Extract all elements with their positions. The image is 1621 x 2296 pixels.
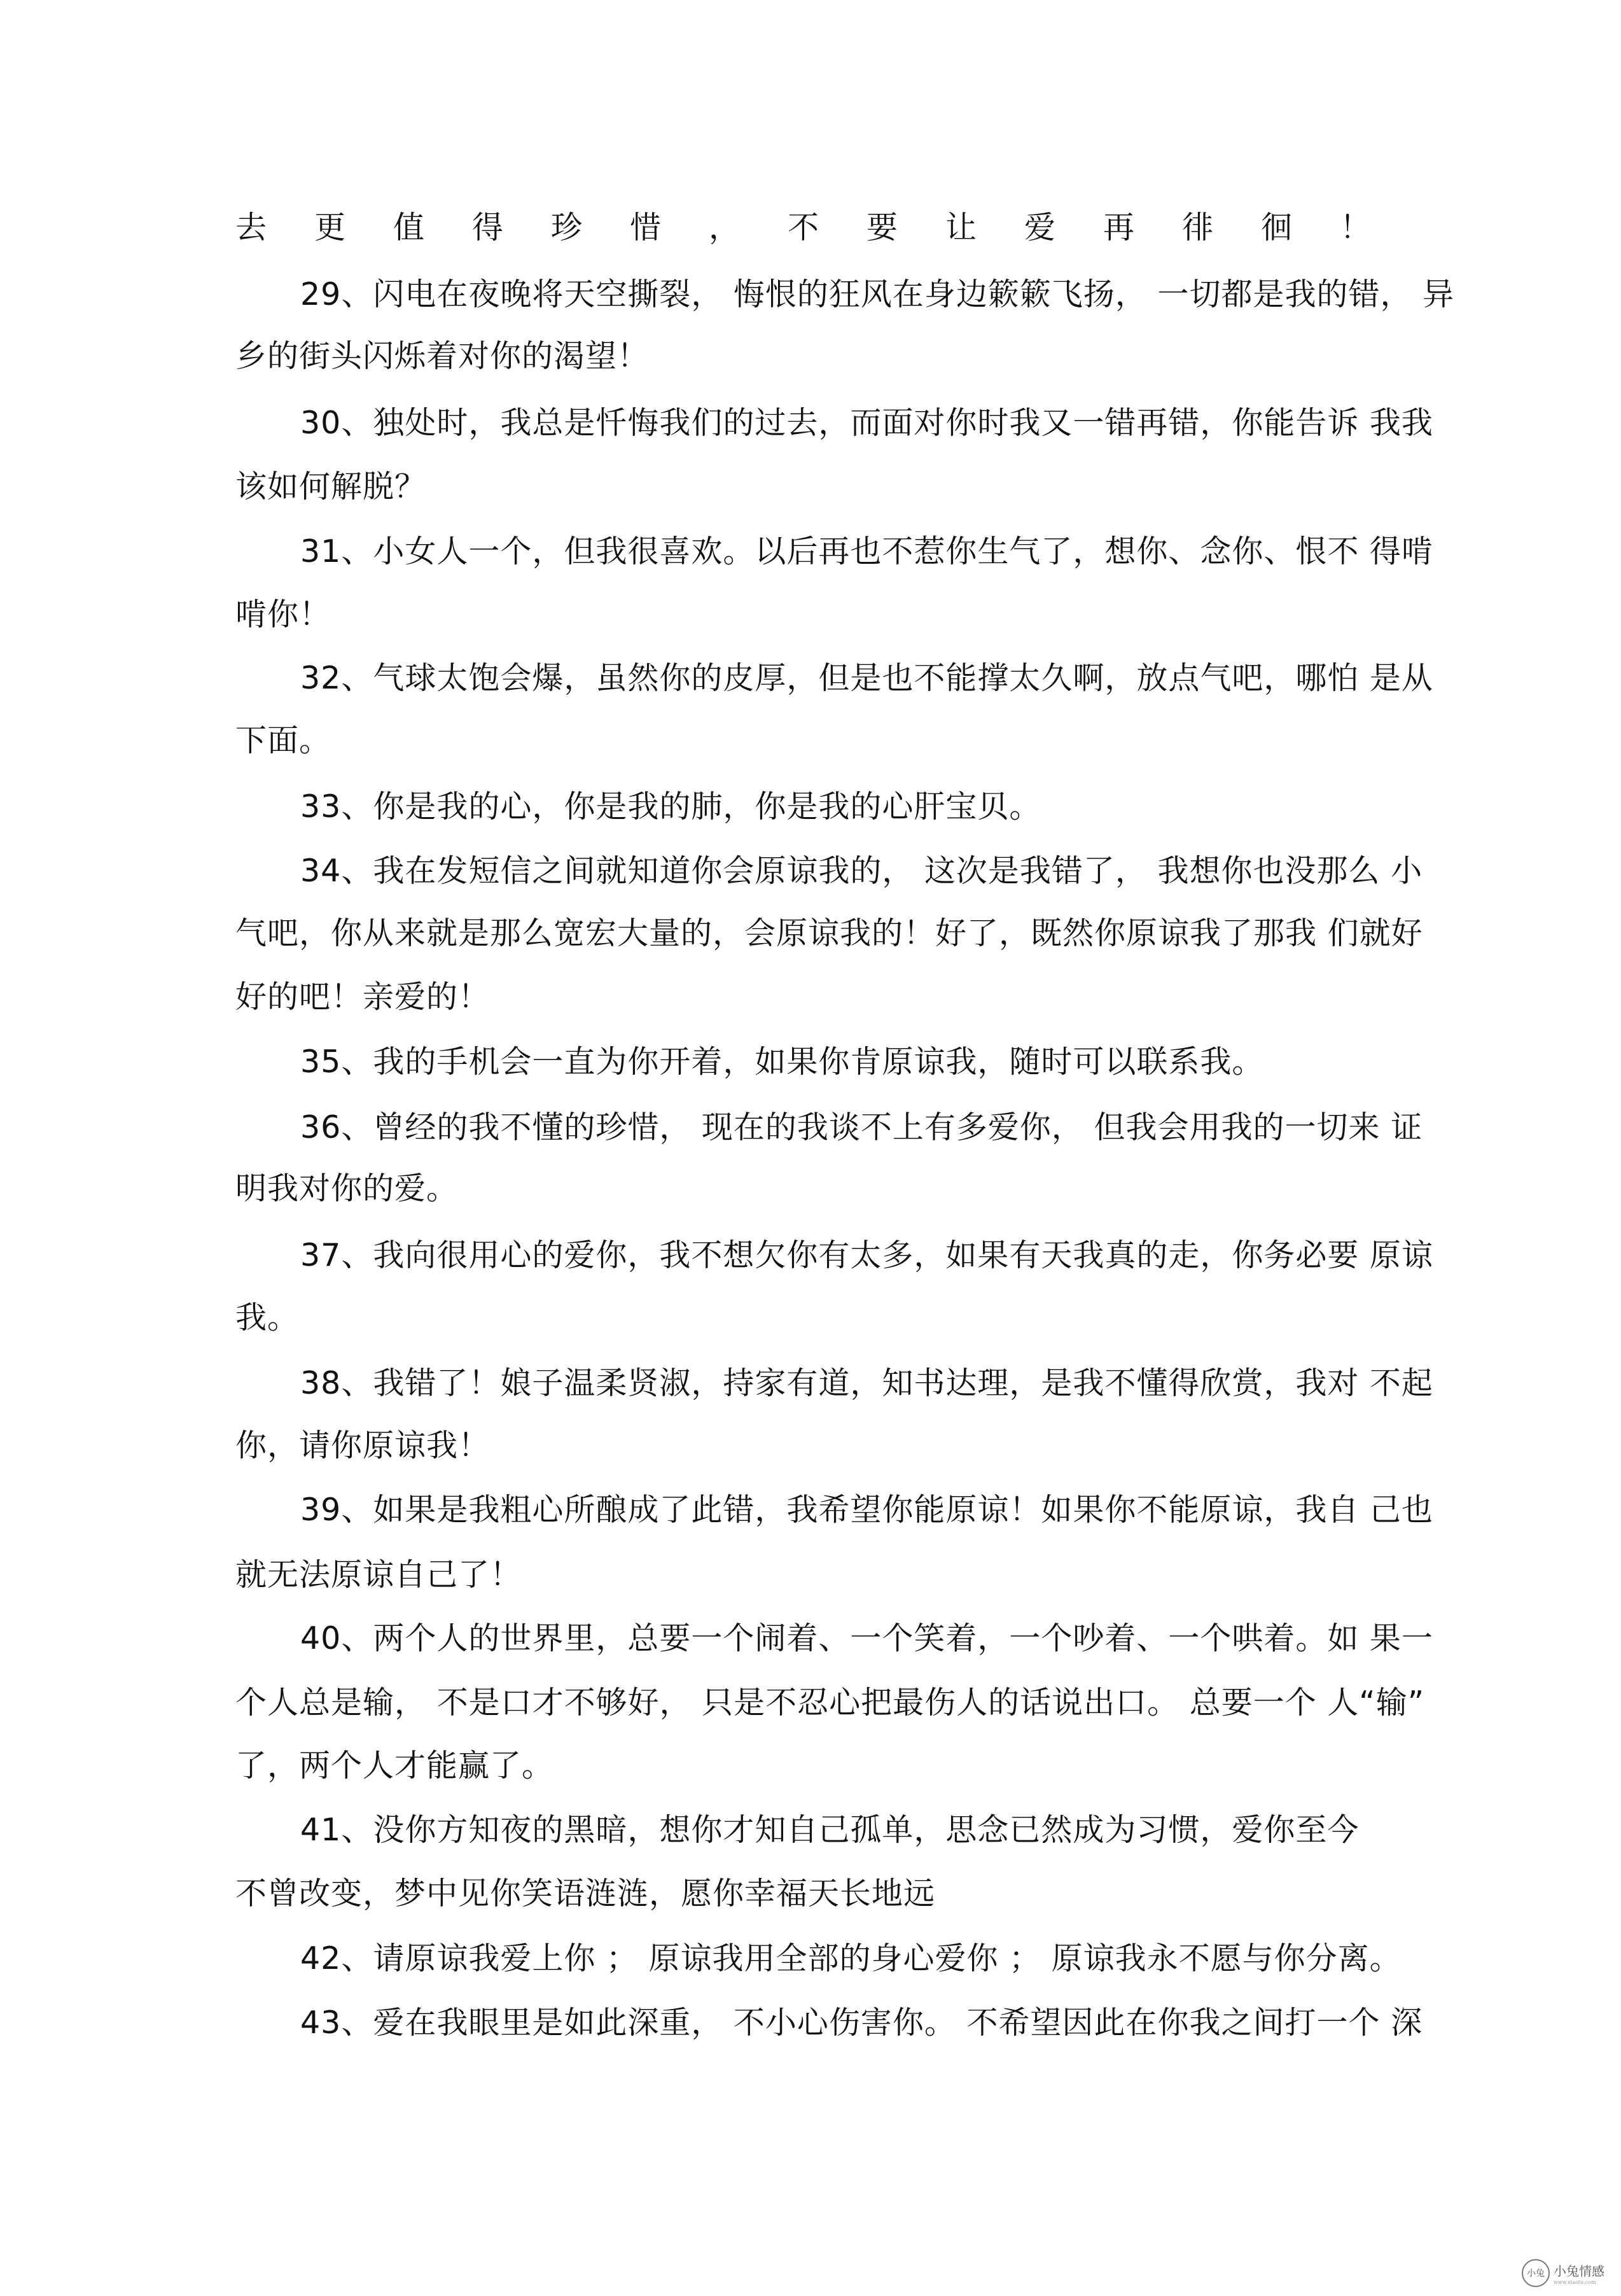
text-line: 34、我在发短信之间就知道你会原谅我的， 这次是我错了， 我想你也没那么 小 (300, 853, 1423, 889)
text-line: 43、爱在我眼里是如此深重， 不小心伤害你。 不希望因此在你我之间打一个 深 (300, 2005, 1423, 2041)
text-line: 去更值得珍惜，不要让爱再徘徊！ (235, 209, 1372, 246)
text-line: 啃你！ (235, 596, 331, 633)
text-line: 了，两个人才能赢了。 (235, 1747, 554, 1784)
text-line: 42、请原谅我爱上你 ； 原谅我用全部的身心爱你 ； 原谅我永不愿与你分离。 (300, 1940, 1402, 1977)
text-line: 31、小女人一个，但我很喜欢。以后再也不惹你生气了，想你、念你、恨不 得啃 (300, 533, 1433, 570)
text-line: 40、两个人的世界里，总要一个闹着、一个笑着，一个吵着、一个哄着。如 果一 (300, 1620, 1433, 1656)
text-line: 30、独处时，我总是忏悔我们的过去，而面对你时我又一错再错，你能告诉 我我 (300, 405, 1433, 441)
watermark-name: 小兔情感 (1554, 2264, 1604, 2279)
text-line: 29、闪电在夜晚将天空撕裂， 悔恨的狂风在身边簌簌飞扬， 一切都是我的错， 异 (300, 276, 1455, 312)
watermark (1522, 2259, 1604, 2287)
text-line: 36、曾经的我不懂的珍惜， 现在的我谈不上有多爱你， 但我会用我的一切来 证 (300, 1109, 1423, 1145)
text-line: 32、气球太饱会爆，虽然你的皮厚，但是也不能撑太久啊，放点气吧，哪怕 是从 (300, 660, 1433, 696)
rabbit-logo-icon: 小兔 (1522, 2259, 1550, 2287)
watermark-url: www.xiaotu.com (1554, 2279, 1596, 2285)
text-line: 乡的街头闪烁着对你的渴望！ (235, 338, 650, 374)
text-line: 35、我的手机会一直为你开着，如果你肯原谅我，随时可以联系我。 (300, 1044, 1264, 1080)
text-line: 下面。 (235, 722, 331, 759)
text-line: 38、我错了！娘子温柔贤淑，持家有道，知书达理，是我不懂得欣赏，我对 不起 (300, 1365, 1433, 1401)
text-line: 就无法原谅自己了！ (235, 1557, 522, 1593)
text-line: 37、我向很用心的爱你，我不想欠你有太多，如果有天我真的走，你务必要 原谅 (300, 1237, 1433, 1273)
text-line: 我。 (235, 1299, 300, 1336)
text-line: 不曾改变，梦中见你笑语涟涟，愿你幸福天长地远 (235, 1875, 936, 1912)
text-line: 气吧，你从来就是那么宽宏大量的，会原谅我的！好了，既然你原谅我了那我 们就好 (235, 915, 1423, 951)
text-line: 你，请你原谅我！ (235, 1427, 490, 1464)
text-line: 好的吧！亲爱的！ (235, 979, 490, 1015)
text-line: 39、如果是我粗心所酿成了此错，我希望你能原谅！如果你不能原谅，我自 己也 (300, 1492, 1433, 1528)
text-line: 明我对你的爱。 (235, 1170, 459, 1207)
text-line: 33、你是我的心，你是我的肺，你是我的心肝宝贝。 (300, 788, 1041, 825)
text-line: 41、没你方知夜的黑暗，想你才知自己孤单，思念已然成为习惯，爱你至今 (300, 1812, 1360, 1848)
text-line: 该如何解脱？ (235, 468, 427, 505)
text-line: 个人总是输， 不是口才不够好， 只是不忍心把最伤人的话说出口。 总要一个 人“输” (235, 1684, 1425, 1721)
